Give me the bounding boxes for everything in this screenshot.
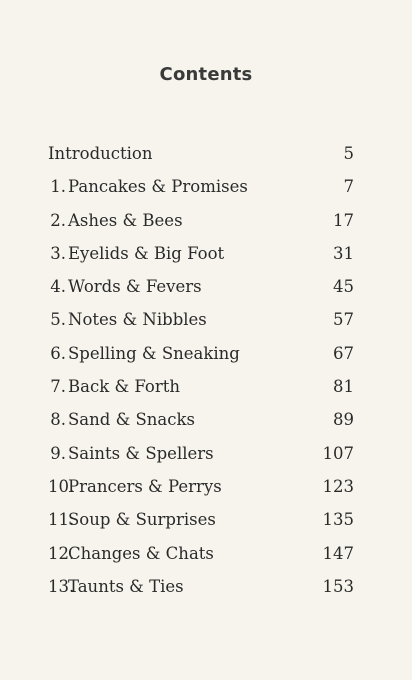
toc-entry-chapter-11	[48, 508, 356, 541]
toc-entry-number: 13.	[48, 576, 75, 596]
toc-entry-chapter-7	[48, 375, 356, 408]
toc-entry-page: 7	[343, 177, 354, 197]
toc-entry-chapter-13	[48, 575, 356, 608]
toc-entry-title: Taunts & Ties	[68, 576, 184, 596]
toc-entry-number: 8.	[50, 410, 66, 430]
toc-entry-page: 67	[333, 343, 354, 363]
toc-entry-title: Prancers & Perrys	[68, 476, 222, 496]
toc-entry-page: 123	[322, 476, 354, 496]
toc-entry-title: Notes & Nibbles	[68, 310, 207, 330]
page-title: Contents	[159, 64, 253, 85]
toc-entry-page: 147	[322, 543, 354, 563]
toc-entry-number: 6.	[50, 343, 66, 363]
toc-entry-number: 12.	[48, 543, 75, 563]
toc-entry-title: Ashes & Bees	[68, 210, 183, 230]
toc-entry-title: Back & Forth	[68, 377, 181, 397]
toc-entry-number: 10.	[48, 476, 75, 496]
toc-entry-number: 11.	[48, 510, 75, 530]
toc-entry-title: Spelling & Sneaking	[68, 343, 240, 363]
toc-entry-title: Introduction	[48, 144, 153, 163]
toc-entry-page: 89	[333, 410, 354, 430]
toc-entry-chapter-3	[48, 242, 356, 275]
toc-entry-page: 17	[333, 210, 354, 230]
toc-entry-number: 9.	[50, 443, 66, 463]
toc-entry-number: 7.	[50, 377, 66, 397]
toc-entry-title: Eyelids & Big Foot	[68, 243, 225, 263]
toc-entry-chapter-10	[48, 475, 356, 508]
toc-entry-page: 153	[322, 576, 354, 596]
toc-entry-chapter-9	[48, 442, 356, 475]
toc-entry-page: 57	[333, 310, 354, 330]
toc-entry-chapter-5	[48, 308, 356, 341]
table-of-contents	[48, 142, 356, 608]
toc-entry-page: 31	[333, 243, 354, 263]
toc-entry-page: 107	[322, 443, 354, 463]
toc-entry-number: 1.	[50, 177, 66, 197]
toc-entry-title: Sand & Snacks	[68, 410, 195, 430]
toc-entry-chapter-12	[48, 542, 356, 575]
toc-entry-page: 5	[343, 144, 354, 163]
toc-entry-introduction	[48, 142, 356, 175]
toc-entry-chapter-8	[48, 408, 356, 441]
toc-entry-number: 2.	[50, 210, 66, 230]
toc-entry-number: 3.	[50, 243, 66, 263]
toc-entry-chapter-4	[48, 275, 356, 308]
toc-entry-page: 45	[333, 277, 354, 297]
toc-entry-title: Soup & Surprises	[68, 510, 216, 530]
toc-entry-title: Changes & Chats	[68, 543, 214, 563]
toc-entry-chapter-6	[48, 342, 356, 375]
toc-entry-title: Pancakes & Promises	[68, 177, 248, 197]
toc-entry-page: 135	[322, 510, 354, 530]
toc-entry-title: Words & Fevers	[68, 277, 202, 297]
toc-entry-chapter-2	[48, 209, 356, 242]
toc-entry-page: 81	[333, 377, 354, 397]
toc-entry-number: 5.	[50, 310, 66, 330]
toc-entry-title: Saints & Spellers	[68, 443, 214, 463]
toc-entry-chapter-1	[48, 175, 356, 208]
toc-entry-number: 4.	[50, 277, 66, 297]
